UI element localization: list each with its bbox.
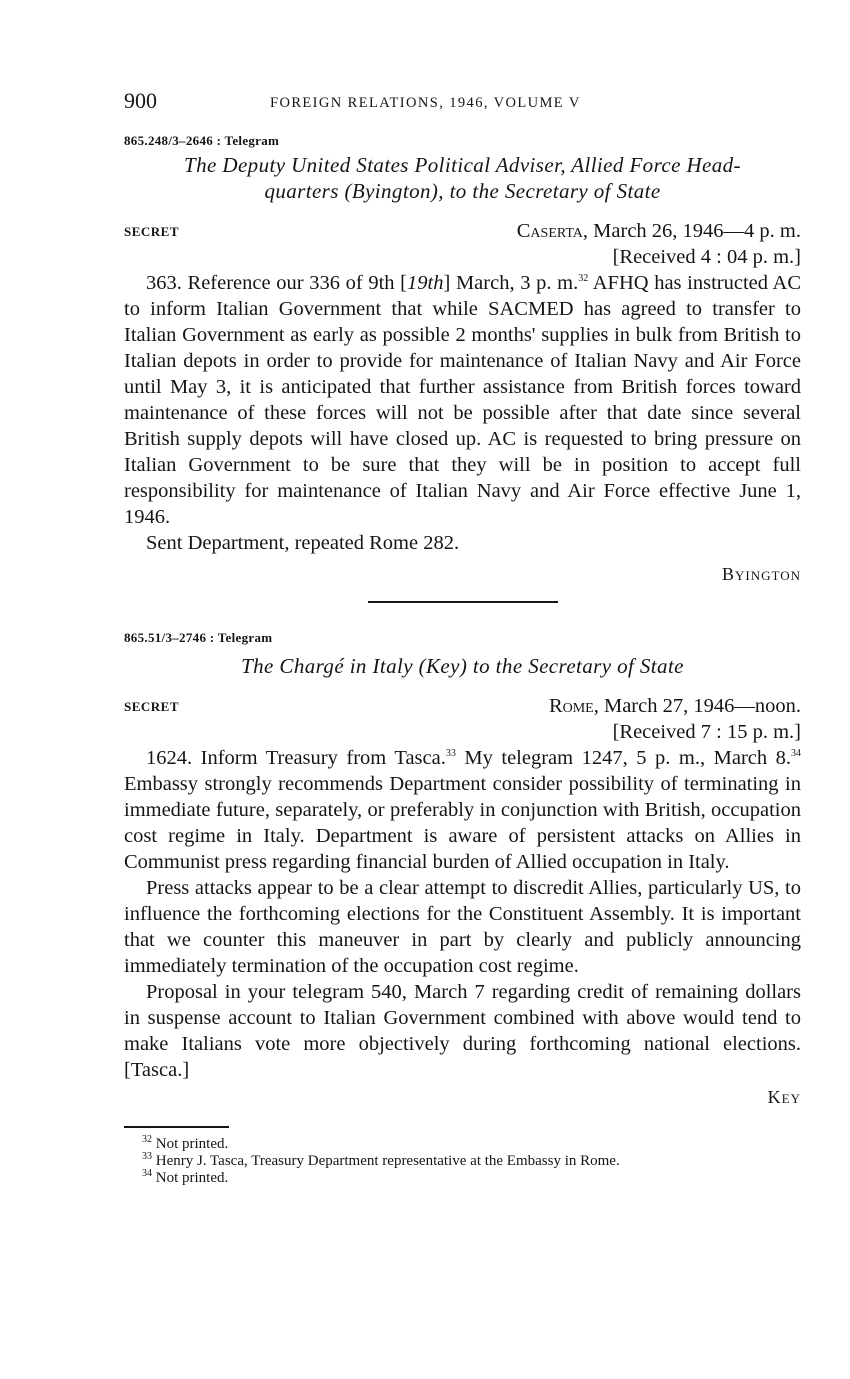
telegram-body	[124, 745, 801, 1083]
date-text: , March 27, 1946—noon.	[593, 695, 801, 717]
dateline	[549, 693, 801, 745]
footnote-text: Henry J. Tasca, Treasury Department representative at the Embassy in Rome.	[155, 1152, 620, 1169]
text-run: ] March, 3 p. m.	[443, 272, 579, 294]
footnote-rule	[124, 1126, 229, 1128]
text-run: 363. Reference our 336 of 9th [	[146, 272, 408, 294]
footnotes	[124, 1133, 801, 1187]
footnote-ref[interactable]: 32	[578, 273, 589, 285]
document-title-line: The Deputy United States Political Adviser, Allied Force Head-	[184, 153, 741, 177]
paragraph	[124, 745, 801, 875]
footnote	[124, 1150, 801, 1170]
footnote-text: Not printed.	[155, 1169, 229, 1186]
place-name: Caserta	[516, 220, 583, 242]
footnote-number: 34	[142, 1167, 152, 1179]
running-head: FOREIGN RELATIONS, 1946, VOLUME V	[270, 95, 581, 111]
text-run: AFHQ has instructed AC to inform Italian Government that while SACMED has agreed to transfer to Italian Government as early as possible 2 months' supplies in bulk from British to Italian depots in order to provide for maintenance of Italian Navy and Air Force until May 3, it is anticipated that further assistance from British forces toward maintenance of these forces will not be possible after that date since several British supply depots will have closed up. AC is requested to bring pressure on Italian Government to be sure that they will be in position to accept full responsibility for maintenance of Italian Navy and Air Force effective June 1, 1946.	[124, 272, 802, 528]
section-divider	[368, 601, 558, 603]
footnote-text: Not printed.	[155, 1135, 229, 1152]
text-run: My telegram 1247, 5 p. m., March 8.	[455, 747, 792, 769]
received-time: [Received 7 : 15 p. m.]	[612, 721, 801, 743]
file-reference: 865.51/3–2746 : Telegram	[124, 630, 273, 645]
text-run: 1624. Inform Treasury from Tasca.	[146, 747, 446, 769]
page-number: 900	[124, 88, 157, 113]
footnote-number: 33	[142, 1150, 152, 1162]
footnote-ref[interactable]: 34	[791, 748, 802, 760]
paragraph: Sent Department, repeated Rome 282.	[146, 532, 460, 554]
dateline	[517, 218, 801, 270]
date-text: , March 26, 1946—4 p. m.	[582, 220, 801, 242]
paragraph: Proposal in your telegram 540, March 7 regarding credit of remaining dollars in suspense account to Italian Government combined with above would tend to make Italians vote more objectively during forthcoming national elections. [Tasca.]	[124, 981, 801, 1081]
telegram-meta	[124, 218, 801, 270]
page-header	[124, 84, 801, 122]
signature: Byington	[722, 564, 801, 584]
document-page	[124, 84, 801, 1187]
file-reference: 865.248/3–2646 : Telegram	[124, 133, 280, 148]
signature: Key	[767, 1087, 801, 1107]
document-title: The Chargé in Italy (Key) to the Secretary of State	[241, 654, 684, 678]
place-name: Rome	[548, 695, 594, 717]
text-run: Embassy strongly recommends Department consider possibility of terminating in immediate future, separately, or preferably in conjunction with British, occupation cost regime in Italy. Department is aware of persistent attacks on Allies in Communist press regarding financial burden of Allied occupation in Italy.	[124, 773, 801, 873]
document-title	[124, 152, 801, 204]
classification-label: SECRET	[124, 224, 180, 239]
paragraph: Press attacks appear to be a clear attempt to discredit Allies, particularly US, to influence the forthcoming elections for the Constituent Assembly. It is important that we counter this maneuver in part by clearly and publicly announcing immediately termination of the occupation cost regime.	[124, 877, 801, 977]
received-time: [Received 4 : 04 p. m.]	[612, 246, 801, 268]
paragraph	[124, 270, 801, 530]
telegram-body	[124, 270, 801, 556]
footnote-ref[interactable]: 33	[445, 748, 456, 760]
footnote-number: 32	[142, 1133, 152, 1145]
telegram-meta	[124, 693, 801, 745]
footnote	[124, 1133, 801, 1153]
document-title-line: quarters (Byington), to the Secretary of State	[264, 179, 661, 203]
classification-label: SECRET	[124, 699, 180, 714]
telegram-byington	[124, 132, 801, 585]
text-run-italic: 19th	[407, 272, 444, 294]
telegram-key	[124, 629, 801, 1108]
footnote	[124, 1167, 801, 1187]
